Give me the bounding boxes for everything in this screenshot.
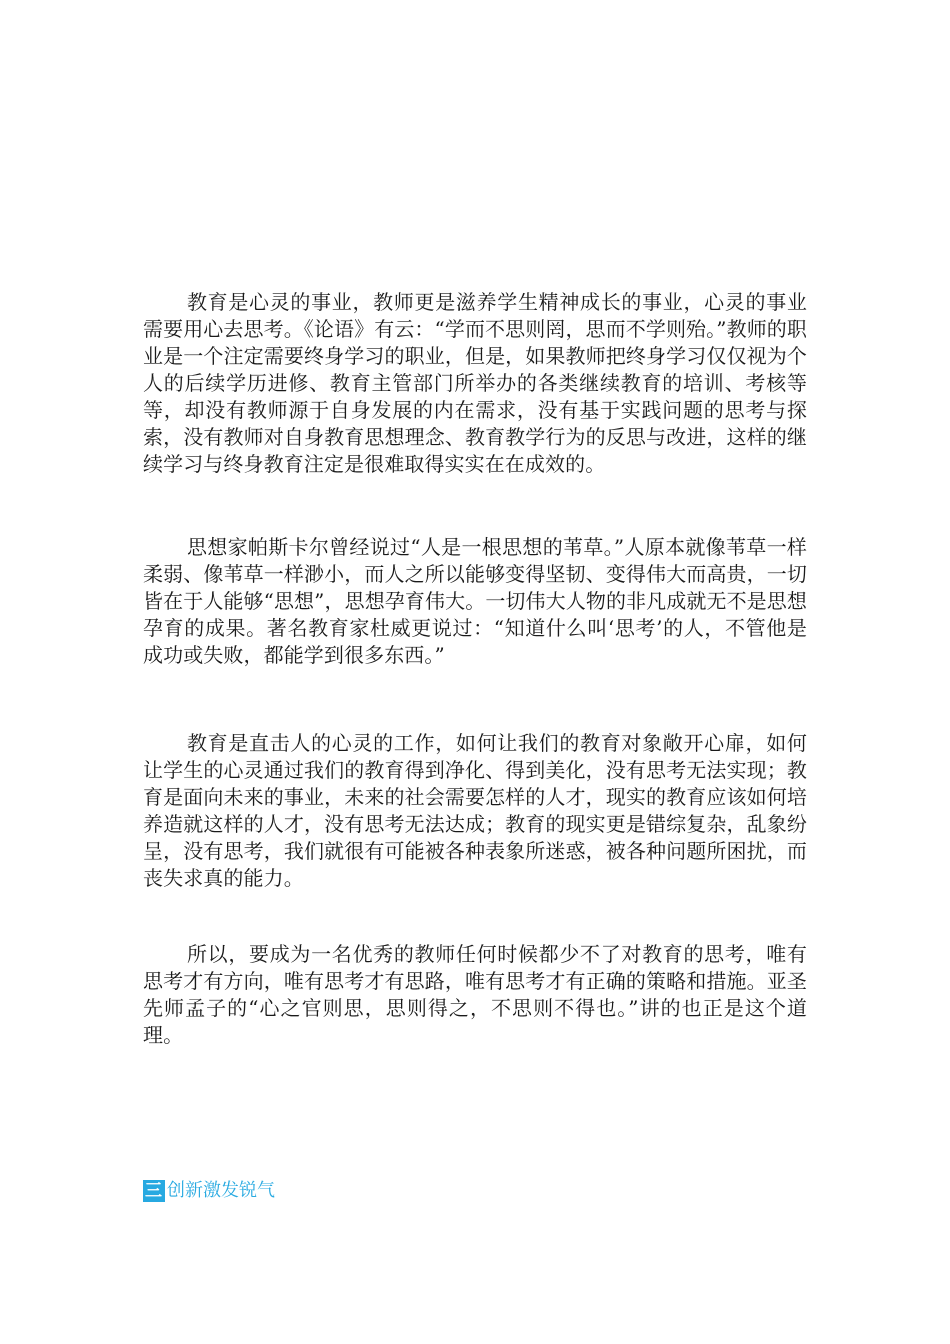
paragraph-1: 教育是心灵的事业，教师更是滋养学生精神成长的事业，心灵的事业需要用心去思考。《论语》有云：“学而不思则罔，思而不学则殆。”教师的职业是一个注定需要终身学习的职业，但是，如果教师把终身学习仅仅视为个人的后续学历进修、教育主管部门所举办的各类继续教育的培训、考核等等，却没有教师源于自身发展的内在需求，没有基于实践问题的思考与探索，没有教师对自身教育思想理念、教育教学行为的反思与改进，这样的继续学习与终身教育注定是很难取得实实在在成效的。: [143, 290, 807, 476]
section-heading: [143, 1180, 275, 1202]
paragraph-2: 思想家帕斯卡尔曾经说过“人是一根思想的苇草。”人原本就像苇草一样柔弱、像苇草一样渺小，而人之所以能够变得坚韧、变得伟大而高贵，一切皆在于人能够“思想”，思想孕育伟大。一切伟大人物的非凡成就无不是思想孕育的成果。著名教育家杜威更说过：“知道什么叫‘思考’的人，不管他是成功或失败，都能学到很多东西。”: [143, 535, 807, 667]
paragraph-4: 所以，要成为一名优秀的教师任何时候都少不了对教育的思考，唯有思考才有方向，唯有思考才有思路，唯有思考才有正确的策略和措施。亚圣先师孟子的“心之官则思，思则得之，不思则不得也。”讲的也正是这个道理。: [143, 942, 807, 1047]
section-number-badge: 三: [143, 1180, 165, 1202]
section-title: 创新激发锐气: [167, 1180, 275, 1201]
paragraph-3: 教育是直击人的心灵的工作，如何让我们的教育对象敞开心扉，如何让学生的心灵通过我们的教育得到净化、得到美化，没有思考无法实现；教育是面向未来的事业，未来的社会需要怎样的人才，现实的教育应该如何培养造就这样的人才，没有思考无法达成；教育的现实更是错综复杂，乱象纷呈，没有思考，我们就很有可能被各种表象所迷惑，被各种问题所困扰，而丧失求真的能力。: [143, 731, 807, 890]
